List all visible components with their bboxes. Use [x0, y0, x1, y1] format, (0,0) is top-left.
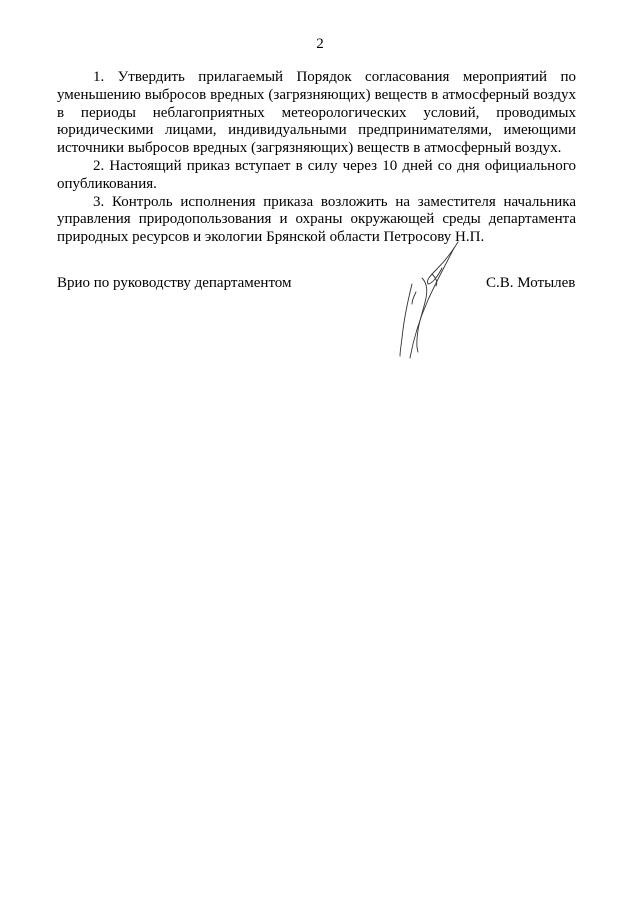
paragraph-2: 2. Настоящий приказ вступает в силу через 10 дней со дня официального опубликования.	[57, 157, 576, 192]
document-body	[57, 69, 576, 247]
handwritten-signature	[392, 238, 462, 368]
signatory-role: Врио по руководству департаментом	[57, 275, 292, 291]
signatory-name: С.В. Мотылев	[486, 275, 576, 291]
page-number: 2	[316, 36, 324, 52]
paragraph-3: 3. Контроль исполнения приказа возложить на заместителя начальника управления природопользования и охраны окружающей среды департамента природных ресурсов и экологии Брянской области Петросову Н.П.	[57, 193, 576, 246]
paragraph-1: 1. Утвердить прилагаемый Порядок согласования мероприятий по уменьшению выбросов вредных (загрязняющих) веществ в атмосферный воздух в периоды неблагоприятных метеорологических условий, проводимых юридическими лицами, индивидуальными предпринимателями, имеющими источники выбросов вредных (загрязняющих) веществ в атмосферный воздух.	[57, 69, 576, 157]
